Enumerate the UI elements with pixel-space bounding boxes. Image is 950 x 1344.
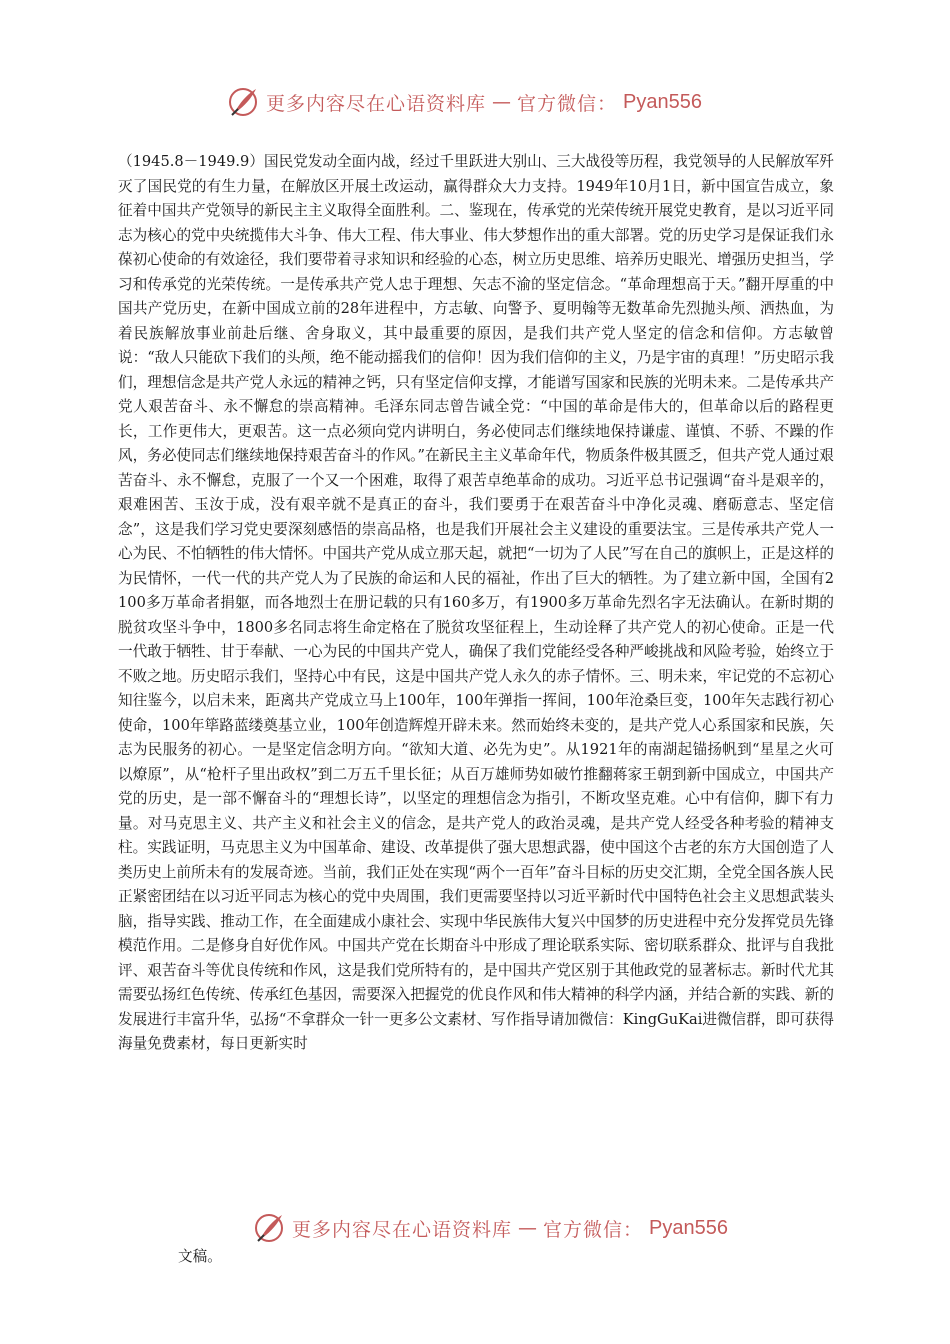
- banner-dash: —: [518, 1217, 538, 1239]
- banner-wechat-id: Pyan556: [623, 90, 702, 113]
- banner-wechat-label: 官方微信：: [543, 1218, 644, 1241]
- header-banner: [226, 82, 726, 122]
- footer-banner: [252, 1208, 752, 1248]
- document-tail-text: 文稿。: [178, 1248, 222, 1265]
- banner-title: 更多内容尽在心语资料库: [266, 92, 487, 115]
- feather-pen-logo-icon: [252, 1211, 286, 1245]
- document-body-paragraph: （1945.8－1949.9）国民党发动全面内战，经过千里跃进大别山、三大战役等历程，我党领导的人民解放军歼灭了国民党的有生力量，在解放区开展土改运动，赢得群众大力支持。1949年10月1日，新中国宣告成立，象征着中国共产党领导的新民主主义取得全面胜利。二、鉴现在，传承党的光荣传统开展党史教育，是以习近平同志为核心的党中央统揽伟大斗争、伟大工程、伟大事业、伟大梦想作出的重大部署。党的历史学习是保证我们永葆初心使命的有效途径，我们要带着寻求知识和经验的心态，树立历史思维、培养历史眼光、增强历史担当，学习和传承党的光荣传统。一是传承共产党人忠于理想、矢志不渝的坚定信念。“革命理想高于天。”翻开厚重的中国共产党历史，在新中国成立前的28年进程中，方志敏、向警予、夏明翰等无数革命先烈抛头颅、洒热血，为着民族解放事业前赴后继、舍身取义，其中最重要的原因，是我们共产党人坚定的信念和信仰。方志敏曾说：“敌人只能砍下我们的头颅，绝不能动摇我们的信仰！因为我们信仰的主义，乃是宇宙的真理！”历史昭示我们，理想信念是共产党人永远的精神之钙，只有坚定信仰支撑，才能谱写国家和民族的光明未来。二是传承共产党人艰苦奋斗、永不懈怠的崇高精神。毛泽东同志曾告诫全党：“中国的革命是伟大的，但革命以后的路程更长，工作更伟大，更艰苦。这一点必须向党内讲明白，务必使同志们继续地保持谦虚、谨慎、不骄、不躁的作风，务必使同志们继续地保持艰苦奋斗的作风。”在新民主主义革命年代，物质条件极其匮乏，但共产党人通过艰苦奋斗、永不懈怠，克服了一个又一个困难，取得了艰苦卓绝革命的成功。习近平总书记强调“奋斗是艰辛的，艰难困苦、玉汝于成，没有艰辛就不是真正的奋斗，我们要勇于在艰苦奋斗中净化灵魂、磨砺意志、坚定信念”，这是我们学习党史要深刻感悟的崇高品格，也是我们开展社会主义建设的重要法宝。三是传承共产党人一心为民、不怕牺牲的伟大情怀。中国共产党从成立那天起，就把“一切为了人民”写在自己的旗帜上，正是这样的为民情怀，一代一代的共产党人为了民族的命运和人民的福祉，作出了巨大的牺牲。为了建立新中国，全国有2100多万革命者捐躯，而各地烈士在册记载的只有160多万，有1900多万革命先烈名字无法确认。在新时期的脱贫攻坚斗争中，1800多名同志将生命定格在了脱贫攻坚征程上，生动诠释了共产党人的初心使命。正是一代一代敢于牺牲、甘于奉献、一心为民的中国共产党人，确保了我们党能经受各种严峻挑战和风险考验，始终立于不败之地。历史昭示我们，坚持心中有民，这是中国共产党人永久的赤子情怀。三、明未来，牢记党的不忘初心知往鉴今，以启未来，距离共产党成立马上100年，100年弹指一挥间，100年沧桑巨变，100年矢志践行初心使命，100年筚路蓝缕奠基立业，100年创造辉煌开辟未来。然而始终未变的，是共产党人心系国家和民族，矢志为民服务的初心。一是坚定信念明方向。“欲知大道、必先为史”。从1921年的南湖起锚扬帆到“星星之火可以燎原”，从“枪杆子里出政权”到二万五千里长征；从百万雄师势如破竹推翻蒋家王朝到新中国成立，中国共产党的历史，是一部不懈奋斗的“理想长诗”，以坚定的理想信念为指引，不断攻坚克难。心中有信仰，脚下有力量。对马克思主义、共产主义和社会主义的信念，是共产党人的政治灵魂，是共产党人经受各种考验的精神支柱。实践证明，马克思主义为中国革命、建设、改革提供了强大思想武器，使中国这个古老的东方大国创造了人类历史上前所未有的发展奇迹。当前，我们正处在实现“两个一百年”奋斗目标的历史交汇期，全党全国各族人民正紧密团结在以习近平同志为核心的党中央周围，我们更需要坚持以习近平新时代中国特色社会主义思想武装头脑，指导实践、推动工作，在全面建成小康社会、实现中华民族伟大复兴中国梦的历史进程中充分发挥党员先锋模范作用。二是修身自好优作风。中国共产党在长期奋斗中形成了理论联系实际、密切联系群众、批评与自我批评、艰苦奋斗等优良传统和作风，这是我们党所特有的，是中国共产党区别于其他政党的显著标志。新时代尤其需要弘扬红色传统、传承红色基因，需要深入把握党的优良作风和伟大精神的科学内涵，并结合新的实践、新的发展进行丰富升华，弘扬“不拿群众一针一更多公文素材、写作指导请加微信：KingGuKai进微信群，即可获得海量免费素材，每日更新实时: [118, 153, 834, 1052]
- banner-wechat-label: 官方微信：: [517, 92, 618, 115]
- feather-pen-logo-icon: [226, 85, 260, 119]
- banner-title: 更多内容尽在心语资料库: [292, 1218, 513, 1241]
- banner-wechat-id: Pyan556: [649, 1216, 728, 1239]
- banner-dash: —: [492, 91, 512, 113]
